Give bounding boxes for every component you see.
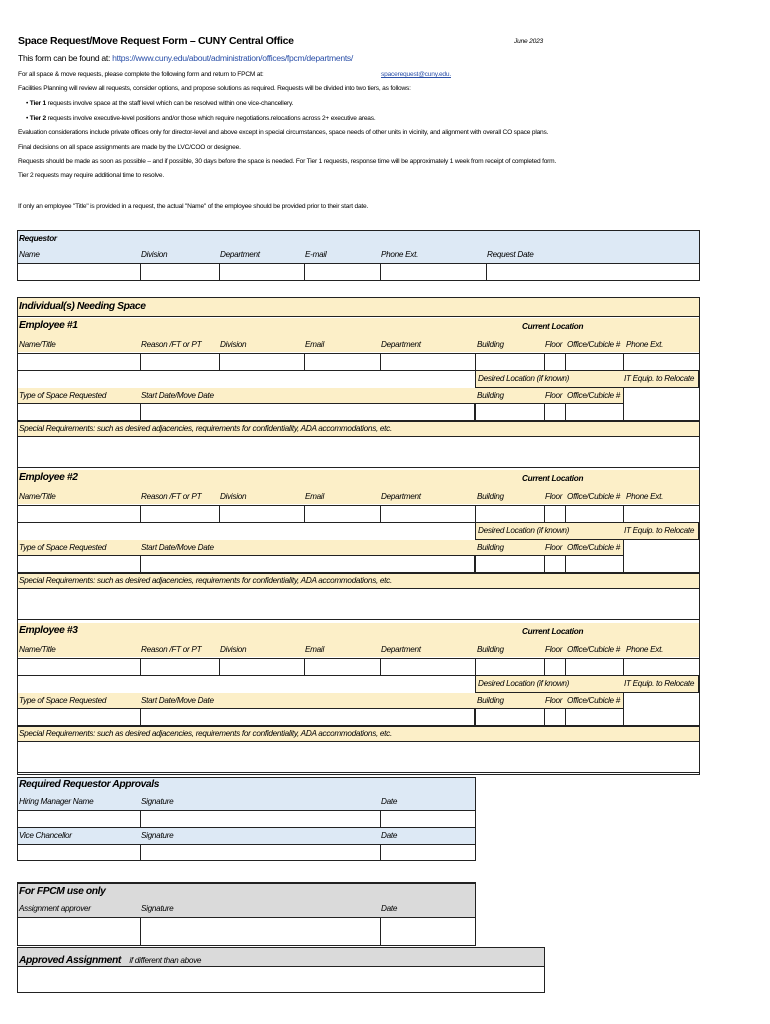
employee-1-desired-building-field[interactable] (475, 403, 545, 421)
final-line: Final decisions on all space assignments are made by the LVC/COO or designee. (18, 144, 241, 151)
vice-chancellor-signature-field[interactable] (140, 844, 381, 861)
employee-3-col-building-label: Building (477, 645, 504, 654)
employee-2-title: Employee #2 (19, 472, 78, 483)
employee-2-col-desired-building-label: Building (477, 543, 504, 552)
employee-1-col-name-title-label: Name/Title (19, 340, 56, 349)
employee-1-col-reason-label: Reason /FT or PT (141, 340, 202, 349)
employee-2-reason-field[interactable] (140, 505, 220, 523)
employee-1-title: Employee #1 (19, 320, 78, 331)
fpcm-date-label: Date (381, 904, 398, 913)
employee-3-floor-field[interactable] (544, 658, 566, 676)
employee-1-phone-ext-field[interactable] (623, 353, 700, 371)
review-line: Facilities Planning will review all requests, consider options, and propose solutions as required. Requests will be divided into two tiers, as follows: (18, 85, 411, 92)
approved-assignment-field[interactable] (17, 966, 545, 993)
fpcm-signature-field[interactable] (140, 917, 381, 946)
employee-3-col-division-label: Division (220, 645, 247, 654)
employee-2-type-of-space-field[interactable] (17, 555, 141, 573)
employee-2-desired-location-label: Desired Location (if known) (478, 526, 570, 535)
individuals-heading: Individual(s) Needing Space (19, 301, 146, 312)
employee-1-office-cubicle-field[interactable] (565, 353, 624, 371)
form-url-link[interactable]: https://www.cuny.edu/about/administration/offices/fpcm/departments/ (112, 53, 353, 63)
requestor-phone-field[interactable] (380, 263, 487, 281)
employee-1-type-of-space-field[interactable] (17, 403, 141, 421)
employee-1-col-floor-label: Floor (545, 340, 563, 349)
form-date: June 2023 (514, 38, 543, 45)
vice-chancellor-date-field[interactable] (380, 844, 476, 861)
employee-1-special-label: Special Requirements: such as desired adjacencies, requirements for confidentiality, ADA accommodations, etc. (19, 424, 392, 433)
employee-2-building-field[interactable] (475, 505, 545, 523)
employee-1-division-field[interactable] (219, 353, 305, 371)
employee-3-desired-floor-field[interactable] (544, 708, 566, 726)
employee-2-department-field[interactable] (380, 505, 476, 523)
requestor-department-field[interactable] (219, 263, 305, 281)
requestor-col-name: Name (19, 250, 40, 259)
employee-1-current-location-label: Current Location (522, 322, 584, 331)
employee-2-row2-label-bar (18, 540, 624, 555)
employee-3-name-title-field[interactable] (17, 658, 141, 676)
employee-3-col-office-cubicle-label: Office/Cubicle # (567, 645, 620, 654)
employee-1-it-equip-field[interactable] (623, 387, 700, 421)
employee-2-col-reason-label: Reason /FT or PT (141, 492, 202, 501)
employee-1-col-department-label: Department (381, 340, 421, 349)
email-link[interactable]: spacerequest@cuny.edu. (381, 71, 451, 78)
employee-1-start-date-field[interactable] (140, 403, 475, 421)
tier2-label: Tier 2 (29, 115, 47, 122)
employee-3-desired-office-cubicle-field[interactable] (565, 708, 624, 726)
employee-2-col-floor-label: Floor (545, 492, 563, 501)
employee-3-col-start-date-label: Start Date/Move Date (141, 696, 214, 705)
hiring-manager-date-field[interactable] (380, 810, 476, 828)
employee-1-col-phone-ext-label: Phone Ext. (626, 340, 664, 349)
employee-2-start-date-field[interactable] (140, 555, 475, 573)
employee-3-reason-field[interactable] (140, 658, 220, 676)
requestor-request-date-field[interactable] (486, 263, 700, 281)
vc-signature-label: Signature (141, 831, 174, 840)
employee-3-email-field[interactable] (304, 658, 381, 676)
employee-3-col-desired-office-cubicle-label: Office/Cubicle # (567, 696, 620, 705)
employee-2-division-field[interactable] (219, 505, 305, 523)
employee-3-it-equip-label: IT Equip. to Relocate (624, 679, 695, 688)
employee-1-col-start-date-label: Start Date/Move Date (141, 391, 214, 400)
employee-1-name-title-field[interactable] (17, 353, 141, 371)
employee-3-special-label: Special Requirements: such as desired adjacencies, requirements for confidentiality, ADA accommodations, etc. (19, 729, 392, 738)
employee-2-col-desired-floor-label: Floor (545, 543, 563, 552)
employee-3-office-cubicle-field[interactable] (565, 658, 624, 676)
employee-2-col-type-of-space-label: Type of Space Requested (19, 543, 107, 552)
employee-2-current-location-label: Current Location (522, 474, 584, 483)
fpcm-date-field[interactable] (380, 917, 476, 946)
employee-3-col-phone-ext-label: Phone Ext. (626, 645, 664, 654)
employee-3-desired-location-label: Desired Location (if known) (478, 679, 570, 688)
hiring-manager-label: Hiring Manager Name (19, 797, 94, 806)
employee-1-floor-field[interactable] (544, 353, 566, 371)
employee-3-title-bar (18, 623, 699, 640)
requestor-name-field[interactable] (17, 263, 141, 281)
employee-3-phone-ext-field[interactable] (623, 658, 700, 676)
employee-1-email-field[interactable] (304, 353, 381, 371)
employee-1-desired-office-cubicle-field[interactable] (565, 403, 624, 421)
hm-date-label: Date (381, 797, 398, 806)
employee-2-title-bar (18, 470, 699, 487)
employee-1-title-bar (18, 318, 699, 335)
employee-3-col-type-of-space-label: Type of Space Requested (19, 696, 107, 705)
tier2-time-line: Tier 2 requests may require additional time to resolve. (18, 172, 164, 179)
employee-1-desired-location-label: Desired Location (if known) (478, 374, 570, 383)
employee-3-start-date-field[interactable] (140, 708, 475, 726)
requestor-division-field[interactable] (140, 263, 220, 281)
requestor-heading: Requestor (19, 234, 57, 243)
hiring-manager-name-field[interactable] (17, 810, 141, 828)
tier2-line: • Tier 2 requests involve executive-level positions and/or those which require negotiations.relocations across 2+ executive areas. (26, 115, 376, 122)
employee-3-it-equip-field[interactable] (623, 692, 700, 726)
employee-2-desired-building-field[interactable] (475, 555, 545, 573)
employee-1-col-desired-floor-label: Floor (545, 391, 563, 400)
employee-1-col-desired-building-label: Building (477, 391, 504, 400)
employee-3-row2-label-bar (18, 693, 624, 708)
employee-1-col-building-label: Building (477, 340, 504, 349)
fpcm-heading: For FPCM use only (19, 886, 106, 897)
employee-2-office-cubicle-field[interactable] (565, 505, 624, 523)
vice-chancellor-label: Vice Chancellor (19, 831, 72, 840)
employee-2-it-equip-field[interactable] (623, 539, 700, 573)
employee-3-col-desired-floor-label: Floor (545, 696, 563, 705)
employee-3-division-field[interactable] (219, 658, 305, 676)
employee-2-desired-floor-field[interactable] (544, 555, 566, 573)
employee-3-type-of-space-field[interactable] (17, 708, 141, 726)
employee-3-col-department-label: Department (381, 645, 421, 654)
requestor-col-department: Department (220, 250, 260, 259)
employee-1-reason-field[interactable] (140, 353, 220, 371)
requestor-col-email: E-mail (305, 250, 327, 259)
assignment-approver-label: Assignment approver (19, 904, 91, 913)
employee-3-special-field[interactable] (17, 741, 700, 773)
employee-1-col-type-of-space-label: Type of Space Requested (19, 391, 107, 400)
employee-2-phone-ext-field[interactable] (623, 505, 700, 523)
employee-2-special-field[interactable] (17, 588, 700, 620)
employee-2-desired-office-cubicle-field[interactable] (565, 555, 624, 573)
employee-1-col-email-label: Email (305, 340, 324, 349)
tier2-text: requests involve executive-level positions and/or those which require negotiations.relocations across 2+ executive areas. (46, 115, 376, 122)
employee-2-col-building-label: Building (477, 492, 504, 501)
tier1-text: requests involve space at the staff level which can be resolved within one vice-chancellery. (46, 100, 294, 107)
requestor-col-request-date: Request Date (487, 250, 534, 259)
hiring-manager-signature-field[interactable] (140, 810, 381, 828)
employee-1-row2-label-bar (18, 388, 624, 403)
vc-date-label: Date (381, 831, 398, 840)
employee-2-name-title-field[interactable] (17, 505, 141, 523)
employee-2-col-email-label: Email (305, 492, 324, 501)
employee-3-col-email-label: Email (305, 645, 324, 654)
requestor-email-field[interactable] (304, 263, 381, 281)
employee-2-special-label: Special Requirements: such as desired adjacencies, requirements for confidentiality, ADA accommodations, etc. (19, 576, 392, 585)
employee-1-col-office-cubicle-label: Office/Cubicle # (567, 340, 620, 349)
employee-1-it-equip-label: IT Equip. to Relocate (624, 374, 695, 383)
employee-2-col-name-title-label: Name/Title (19, 492, 56, 501)
assignment-approver-field[interactable] (17, 917, 141, 946)
employee-1-desired-floor-field[interactable] (544, 403, 566, 421)
employee-1-building-field[interactable] (475, 353, 545, 371)
employee-1-special-field[interactable] (17, 436, 700, 468)
requestor-col-phone: Phone Ext. (381, 250, 419, 259)
hm-signature-label: Signature (141, 797, 174, 806)
employee-2-email-field[interactable] (304, 505, 381, 523)
employee-2-floor-field[interactable] (544, 505, 566, 523)
employee-3-building-field[interactable] (475, 658, 545, 676)
employee-2-col-division-label: Division (220, 492, 247, 501)
employee-3-col-name-title-label: Name/Title (19, 645, 56, 654)
found-at-line (18, 53, 353, 63)
employee-3-title: Employee #3 (19, 625, 78, 636)
vice-chancellor-name-field[interactable] (17, 844, 141, 861)
employee-2-col-start-date-label: Start Date/Move Date (141, 543, 214, 552)
employee-2-col-department-label: Department (381, 492, 421, 501)
employee-3-desired-building-field[interactable] (475, 708, 545, 726)
found-at-prefix: This form can be found at: (18, 53, 113, 63)
employee-1-col-desired-office-cubicle-label: Office/Cubicle # (567, 391, 620, 400)
approved-assignment-note: if different than above (129, 956, 202, 965)
title-note: If only an employee "Title" is provided in a request, the actual "Name" of the employee should be provided prior to their start date. (18, 203, 369, 210)
employee-3-col-floor-label: Floor (545, 645, 563, 654)
evaluation-line: Evaluation considerations include private offices only for director-level and above except in special circumstances, space needs of other units in vicinity, and alignment with overall CO space plans. (18, 129, 549, 136)
employee-1-department-field[interactable] (380, 353, 476, 371)
form-title: Space Request/Move Request Form – CUNY Central Office (18, 35, 294, 47)
intro-line: For all space & move requests, please complete the following form and return to FPCM at: (18, 71, 264, 78)
employee-3-col-desired-building-label: Building (477, 696, 504, 705)
fpcm-signature-label: Signature (141, 904, 174, 913)
tier1-line: • Tier 1 requests involve space at the staff level which can be resolved within one vice-chancellery. (26, 100, 294, 107)
employee-2-col-office-cubicle-label: Office/Cubicle # (567, 492, 620, 501)
employee-3-col-reason-label: Reason /FT or PT (141, 645, 202, 654)
tier1-label: Tier 1 (29, 100, 47, 107)
employee-2-col-phone-ext-label: Phone Ext. (626, 492, 664, 501)
employee-3-department-field[interactable] (380, 658, 476, 676)
employee-1-col-division-label: Division (220, 340, 247, 349)
employee-3-current-location-label: Current Location (522, 627, 584, 636)
employee-2-col-desired-office-cubicle-label: Office/Cubicle # (567, 543, 620, 552)
approvals-heading: Required Requestor Approvals (19, 779, 160, 790)
employee-2-it-equip-label: IT Equip. to Relocate (624, 526, 695, 535)
asap-line: Requests should be made as soon as possible – and if possible, 30 days before the space is needed. For Tier 1 requests, response time will be approximately 1 week from receipt of completed form. (18, 158, 557, 165)
requestor-col-division: Division (141, 250, 168, 259)
approved-assignment-label: Approved Assignment (19, 955, 121, 966)
